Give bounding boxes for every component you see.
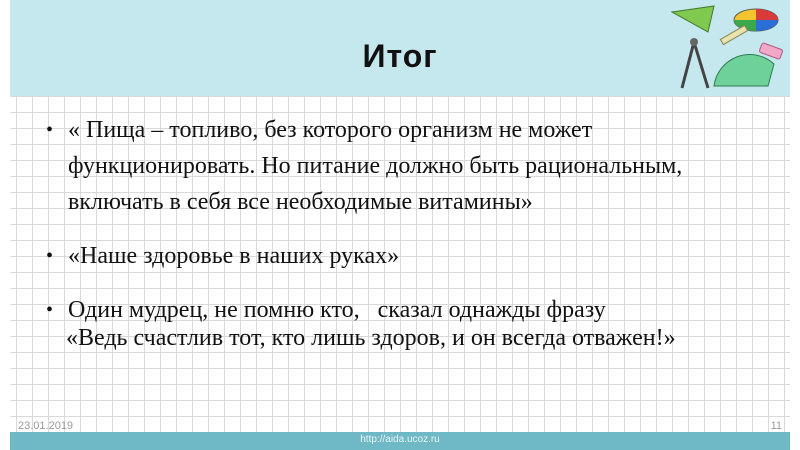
bullet-dot: •: [46, 119, 54, 141]
bullet-text: «Наше здоровье в наших руках»: [68, 243, 400, 269]
footer-url: http://aida.ucoz.ru: [360, 434, 440, 445]
bullet-item: [46, 238, 746, 274]
footer-page-number: 11: [770, 420, 782, 432]
bullet-text: « Пища – топливо, без которого организм не может функционировать. Но питание должно быть рациональным, включать в себя все необходимые витамины»: [68, 117, 683, 215]
bullet-dot: •: [46, 299, 54, 321]
bullet-dot: •: [46, 245, 54, 267]
footer-date: 23.01.2019: [18, 420, 74, 432]
bullet-text: Один мудрец, не помню кто, сказал однажды фразу: [68, 297, 606, 323]
bullet-item: [46, 112, 746, 220]
slide-title: Итог: [362, 38, 438, 74]
quote-text: «Ведь счастлив тот, кто лишь здоров, и он всегда отважен!»: [66, 325, 676, 351]
bullet-list: [46, 112, 746, 346]
